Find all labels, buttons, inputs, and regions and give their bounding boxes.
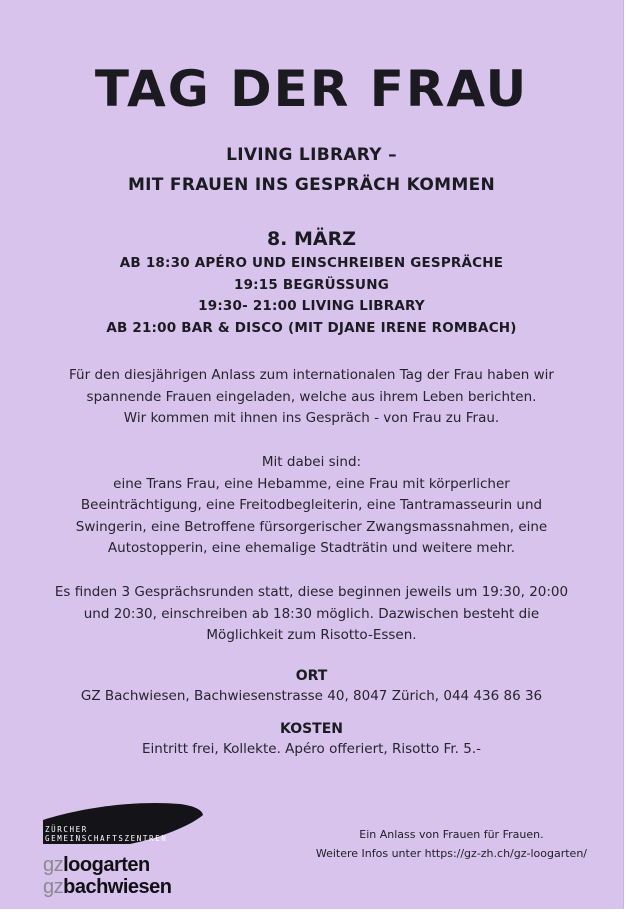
kosten-heading: KOSTEN — [279, 721, 344, 737]
logo-bachwiesen — [43, 876, 172, 898]
schedule-item: AB 18:30 APÉRO UND EINSCHREIBEN GESPRÄCHE — [119, 255, 504, 271]
logo-name: bachwiesen — [63, 876, 172, 898]
subtitle-line: MIT FRAUEN INS GESPRÄCH KOMMEN — [127, 175, 496, 195]
logo-prefix: gz — [43, 854, 64, 876]
participants-line: Beeinträchtigung, eine Freitodbegleiterin, eine Tantramasseurin und — [80, 497, 543, 513]
schedule-item: 19:15 BEGRÜSSUNG — [233, 276, 389, 293]
logo-prefix: gz — [43, 876, 64, 898]
logo-text-zuercher: ZÜRCHER — [45, 825, 88, 834]
flyer-subtitle — [0, 140, 623, 200]
rounds-paragraph — [20, 582, 603, 647]
schedule-item: 19:30- 21:00 LIVING LIBRARY — [198, 298, 425, 314]
intro-line: Für den diesjährigen Anlass zum internationalen Tag der Frau haben wir — [69, 367, 554, 383]
footer-line: Weitere Infos unter https://gz-zh.ch/gz-loogarten/ — [315, 847, 587, 860]
intro-line: Wir kommen mit ihnen ins Gespräch - von Frau zu Frau. — [123, 410, 500, 426]
schedule-item: AB 21:00 BAR & DISCO (MIT DJANE IRENE ROMBACH) — [106, 319, 517, 336]
event-schedule — [0, 253, 623, 339]
kosten-text: Eintritt frei, Kollekte. Apéro offeriert, Risotto Fr. 5.- — [141, 741, 481, 757]
ort-heading: ORT — [295, 668, 328, 684]
subtitle-line: LIVING LIBRARY – — [226, 145, 397, 165]
participants-line: eine Trans Frau, eine Hebamme, eine Frau mit körperlicher — [113, 475, 510, 492]
participants-line: Mit dabei sind: — [261, 454, 362, 470]
footer-note — [316, 825, 587, 863]
rounds-line: und 20:30, einschreiben ab 18:30 möglich. Dazwischen besteht die — [83, 605, 540, 622]
participants-line: Autostopperin, eine ehemalige Stadträtin und weitere mehr. — [107, 540, 516, 556]
intro-line: spannende Frauen eingeladen, welche aus ihrem Leben berichten. — [86, 388, 537, 405]
rounds-line: Möglichkeit zum Risotto-Essen. — [206, 627, 417, 643]
participants-paragraph — [20, 452, 603, 560]
logo-text-gemeinschaftszentren: GEMEINSCHAFTSZENTREN — [45, 834, 168, 843]
gz-logo — [40, 798, 210, 908]
intro-paragraph — [20, 365, 603, 430]
event-date: 8. MÄRZ — [266, 228, 357, 250]
footer-line: Ein Anlass von Frauen für Frauen. — [359, 828, 544, 841]
participants-line: Swingerin, eine Betroffene fürsorgerischer Zwangsmassnahmen, eine — [75, 518, 548, 535]
flyer-title: TAG DER FRAU — [94, 60, 529, 118]
logo-loogarten — [43, 854, 150, 876]
ort-address: GZ Bachwiesen, Bachwiesenstrasse 40, 8047 Zürich, 044 436 86 36 — [80, 688, 543, 704]
logo-name: loogarten — [63, 854, 150, 876]
rounds-line: Es finden 3 Gesprächsrunden statt, diese beginnen jeweils um 19:30, 20:00 — [54, 584, 569, 600]
